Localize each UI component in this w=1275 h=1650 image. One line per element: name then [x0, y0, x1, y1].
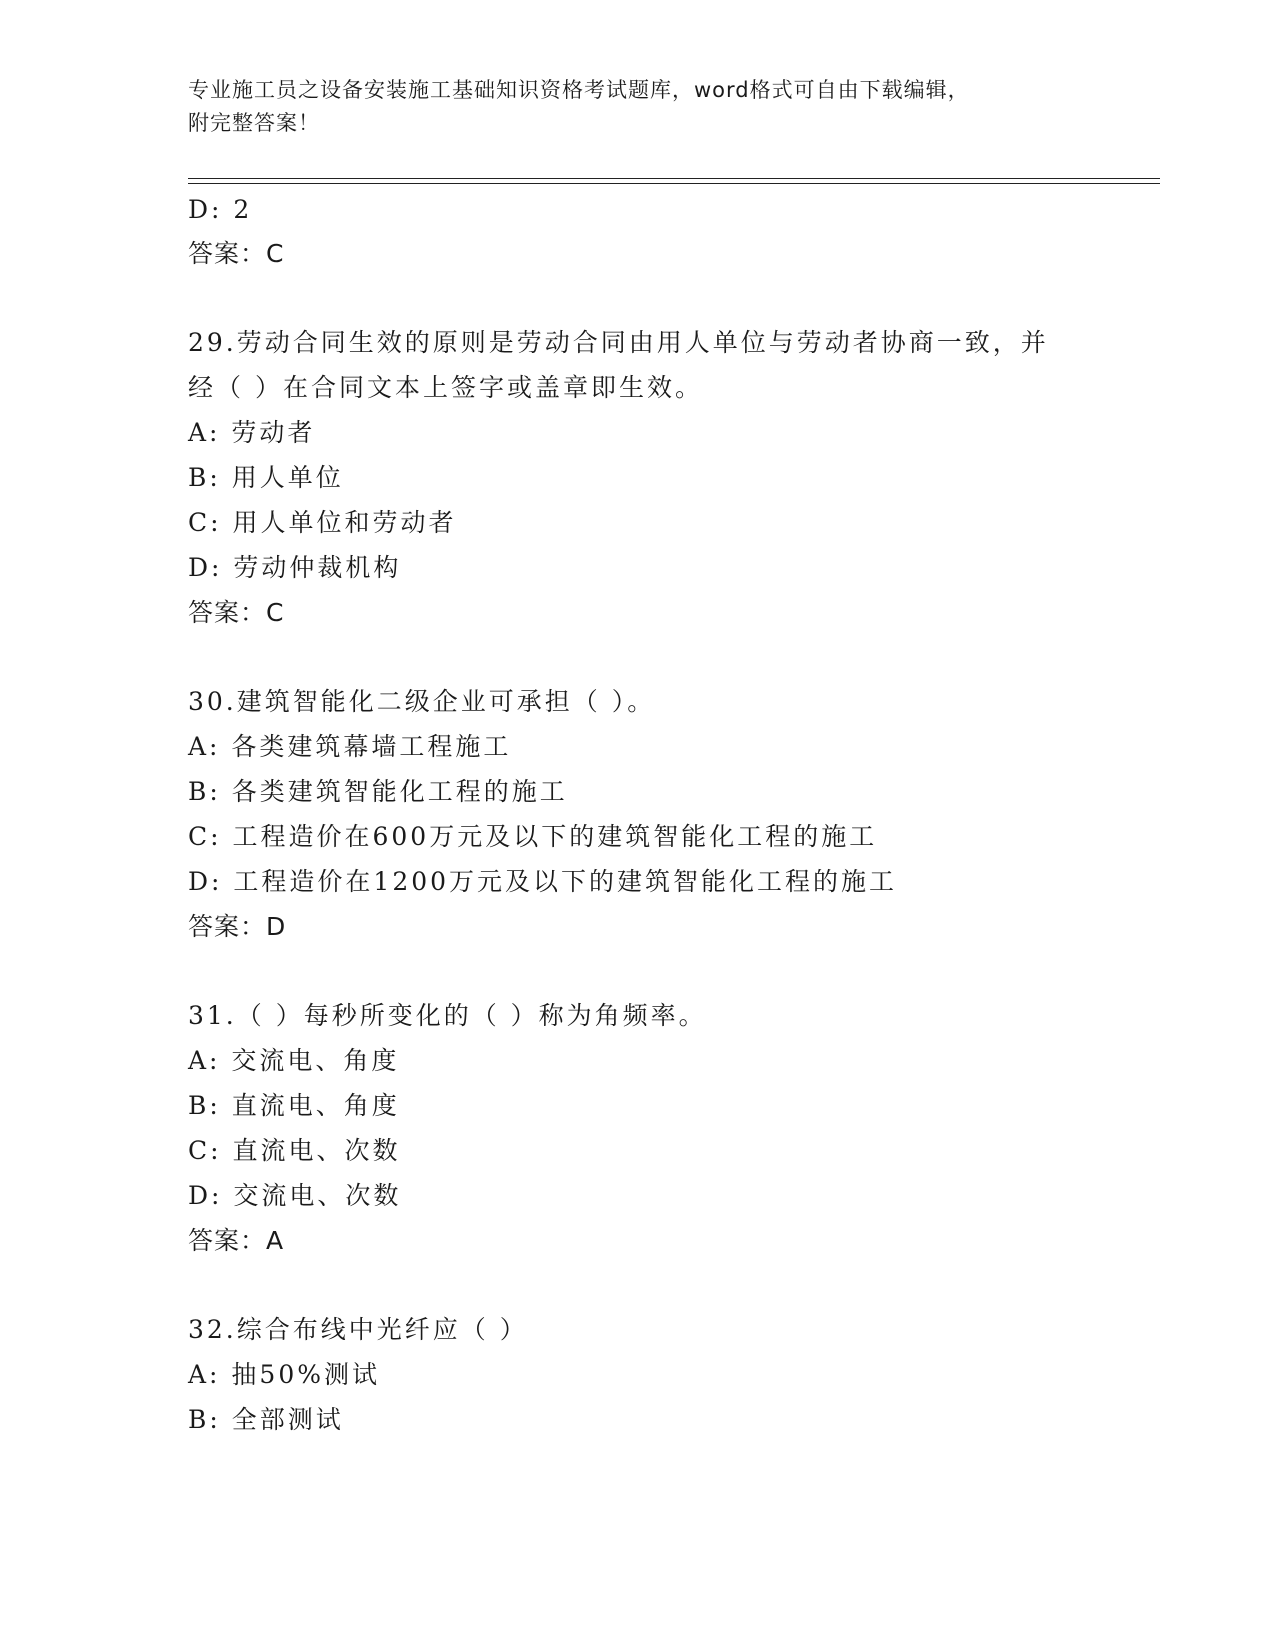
question-29-option-a: A: 劳动者: [188, 418, 316, 447]
question-30-option-b: B: 各类建筑智能化工程的施工: [188, 777, 568, 806]
header-divider-bottom: [188, 183, 1160, 184]
header-line-2: 附完整答案！: [188, 111, 320, 135]
question-31-option-d: D: 交流电、次数: [188, 1181, 402, 1210]
prev-answer: 答案：C: [188, 239, 285, 268]
question-29-answer: 答案：C: [188, 598, 285, 627]
question-32-option-b: B: 全部测试: [188, 1405, 344, 1434]
question-30-option-d: D: 工程造价在1200万元及以下的建筑智能化工程的施工: [188, 867, 898, 896]
question-32-stem: 32.综合布线中光纤应（ ）: [188, 1315, 528, 1344]
question-30-answer: 答案：D: [188, 912, 287, 941]
header-divider-top: [188, 178, 1160, 179]
prev-option-d: D: 2: [188, 195, 253, 224]
question-32-option-a: A: 抽50%测试: [188, 1360, 380, 1389]
question-29-option-c: C: 用人单位和劳动者: [188, 508, 457, 537]
question-29-stem-line-1: 29.劳动合同生效的原则是劳动合同由用人单位与劳动者协商一致，并: [188, 328, 1049, 357]
question-29-stem-line-2: 经（ ）在合同文本上签字或盖章即生效。: [188, 373, 703, 402]
document-header: [188, 74, 1088, 140]
question-30-option-a: A: 各类建筑幕墙工程施工: [188, 732, 512, 761]
question-31-option-c: C: 直流电、次数: [188, 1136, 401, 1165]
header-line-1: 专业施工员之设备安装施工基础知识资格考试题库，word格式可自由下载编辑，: [188, 78, 970, 102]
question-31-option-b: B: 直流电、角度: [188, 1091, 400, 1120]
question-31-stem: 31.（ ）每秒所变化的（ ）称为角频率。: [188, 1001, 707, 1030]
question-30-stem: 30.建筑智能化二级企业可承担（ ）。: [188, 687, 656, 716]
question-31-option-a: A: 交流电、角度: [188, 1046, 400, 1075]
question-29-option-d: D: 劳动仲裁机构: [188, 553, 402, 582]
question-31-answer: 答案：A: [188, 1226, 285, 1255]
question-30-option-c: C: 工程造价在600万元及以下的建筑智能化工程的施工: [188, 822, 878, 851]
question-29-option-b: B: 用人单位: [188, 463, 344, 492]
